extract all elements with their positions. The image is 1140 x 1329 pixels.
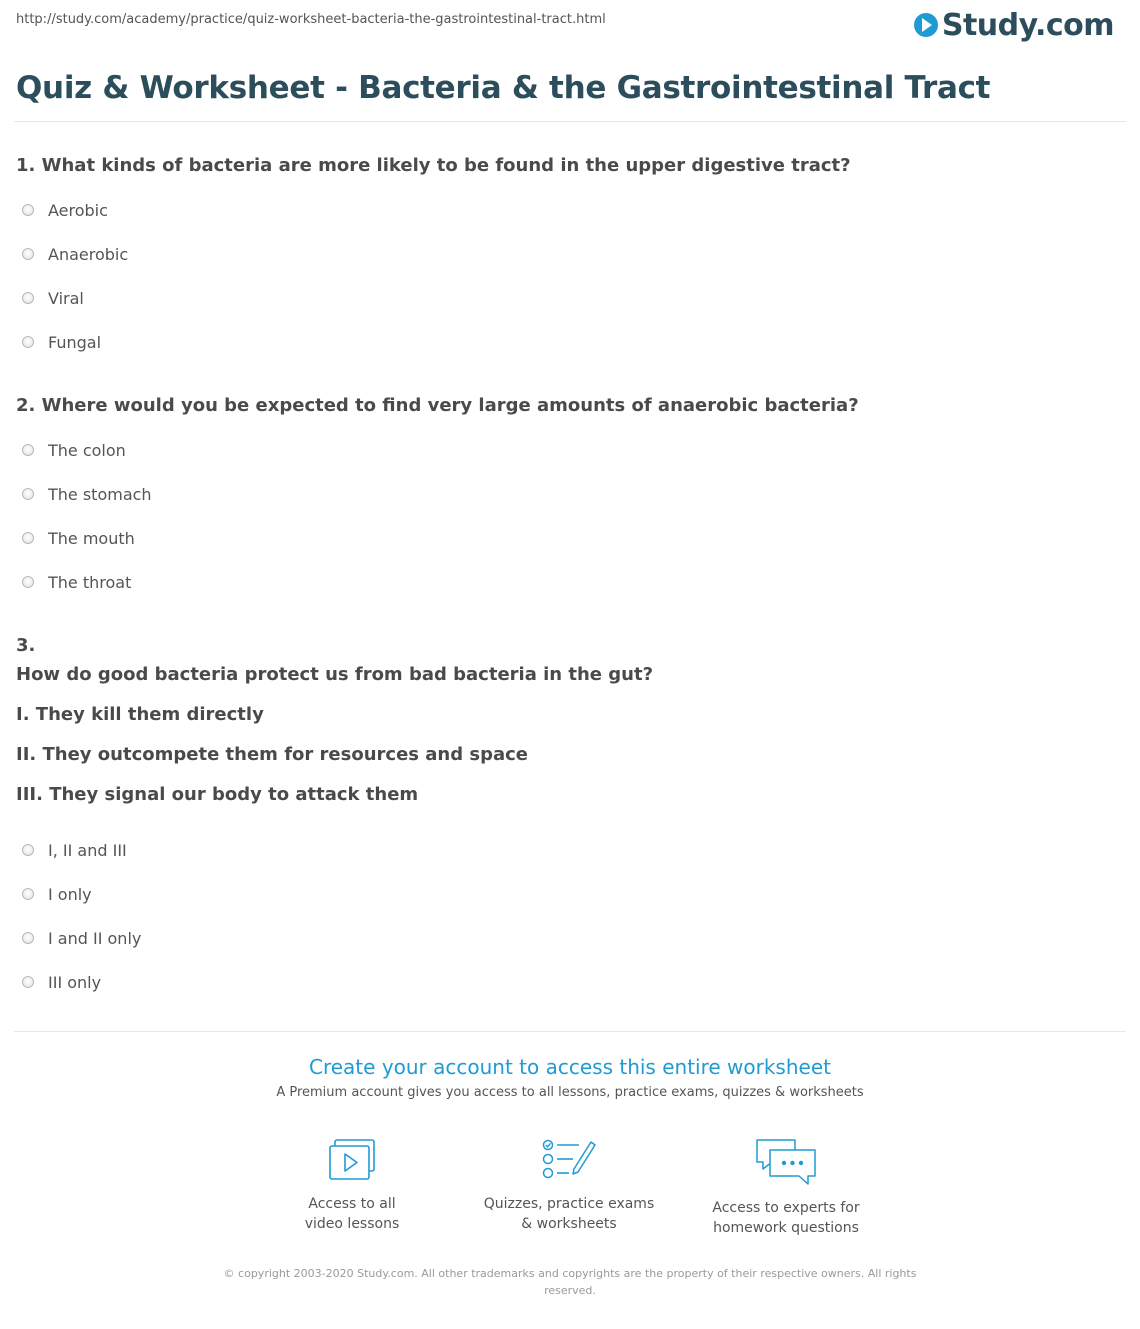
option-label: I and II only	[48, 928, 142, 948]
q1-option-3[interactable]	[22, 287, 84, 309]
top-bar	[0, 0, 1140, 60]
question-3-statement-2: II. They outcompete them for resources and space	[16, 744, 528, 765]
question-1-prompt: 1. What kinds of bacteria are more likely to be found in the upper digestive tract?	[16, 155, 851, 176]
cta-divider	[14, 1031, 1126, 1032]
radio-button[interactable]	[22, 932, 34, 944]
option-label: The throat	[48, 572, 132, 592]
quiz-checklist-icon	[541, 1138, 597, 1182]
question-3-statement-3: III. They signal our body to attack them	[16, 784, 419, 805]
create-account-link[interactable]: Create your account to access this entire worksheet	[309, 1055, 831, 1079]
q3-option-2[interactable]	[22, 883, 92, 905]
expert-chat-icon	[754, 1138, 818, 1186]
feature-label: Access to all video lessons	[304, 1196, 400, 1232]
radio-button[interactable]	[22, 204, 34, 216]
q2-option-1[interactable]	[22, 439, 126, 461]
option-label: III only	[48, 972, 102, 992]
radio-button[interactable]	[22, 576, 34, 588]
q1-option-4[interactable]	[22, 331, 101, 353]
logo-text: Study.com	[941, 7, 1114, 43]
feature-quizzes	[469, 1138, 669, 1234]
radio-button[interactable]	[22, 976, 34, 988]
question-2-prompt: 2. Where would you be expected to find very large amounts of anaerobic bacteria?	[16, 395, 859, 416]
q2-option-4[interactable]	[22, 571, 131, 593]
feature-video-lessons	[252, 1138, 452, 1234]
q3-option-4[interactable]	[22, 971, 101, 993]
question-3-prompt: How do good bacteria protect us from bad bacteria in the gut?	[16, 664, 654, 685]
q3-option-3[interactable]	[22, 927, 141, 949]
page-url: http://study.com/academy/practice/quiz-worksheet-bacteria-the-gastrointestinal-tract.html	[16, 12, 606, 27]
cta-subtitle: A Premium account gives you access to all lessons, practice exams, quizzes & worksheets	[276, 1085, 864, 1100]
q2-option-2[interactable]	[22, 483, 152, 505]
radio-button[interactable]	[22, 488, 34, 500]
option-label: I, II and III	[48, 840, 127, 860]
question-3-number: 3.	[16, 635, 36, 656]
option-label: The stomach	[48, 484, 152, 504]
radio-button[interactable]	[22, 844, 34, 856]
radio-button[interactable]	[22, 888, 34, 900]
option-label: I only	[48, 884, 92, 904]
option-label: The colon	[48, 440, 126, 460]
study-logo[interactable]	[914, 8, 1114, 42]
play-logo-icon	[914, 13, 938, 37]
q3-option-1[interactable]	[22, 839, 127, 861]
radio-button[interactable]	[22, 444, 34, 456]
feature-label: Quizzes, practice exams & worksheets	[483, 1196, 655, 1232]
radio-button[interactable]	[22, 336, 34, 348]
feature-experts	[686, 1138, 886, 1238]
option-label: Aerobic	[48, 200, 108, 220]
title-divider	[14, 121, 1126, 122]
radio-button[interactable]	[22, 248, 34, 260]
option-label: The mouth	[48, 528, 135, 548]
feature-label: Access to experts for homework questions	[712, 1200, 860, 1236]
question-3-statement-1: I. They kill them directly	[16, 704, 264, 725]
copyright-text: © copyright 2003-2020 Study.com. All other trademarks and copyrights are the property of their respective owners. All rights reserved.	[223, 1267, 917, 1297]
option-label: Fungal	[48, 332, 102, 352]
option-label: Viral	[48, 288, 84, 308]
option-label: Anaerobic	[48, 244, 129, 264]
radio-button[interactable]	[22, 292, 34, 304]
page-title: Quiz & Worksheet - Bacteria & the Gastrointestinal Tract	[16, 70, 991, 106]
q2-option-3[interactable]	[22, 527, 135, 549]
q1-option-1[interactable]	[22, 199, 108, 221]
radio-button[interactable]	[22, 532, 34, 544]
video-lessons-icon	[326, 1138, 378, 1182]
q1-option-2[interactable]	[22, 243, 128, 265]
